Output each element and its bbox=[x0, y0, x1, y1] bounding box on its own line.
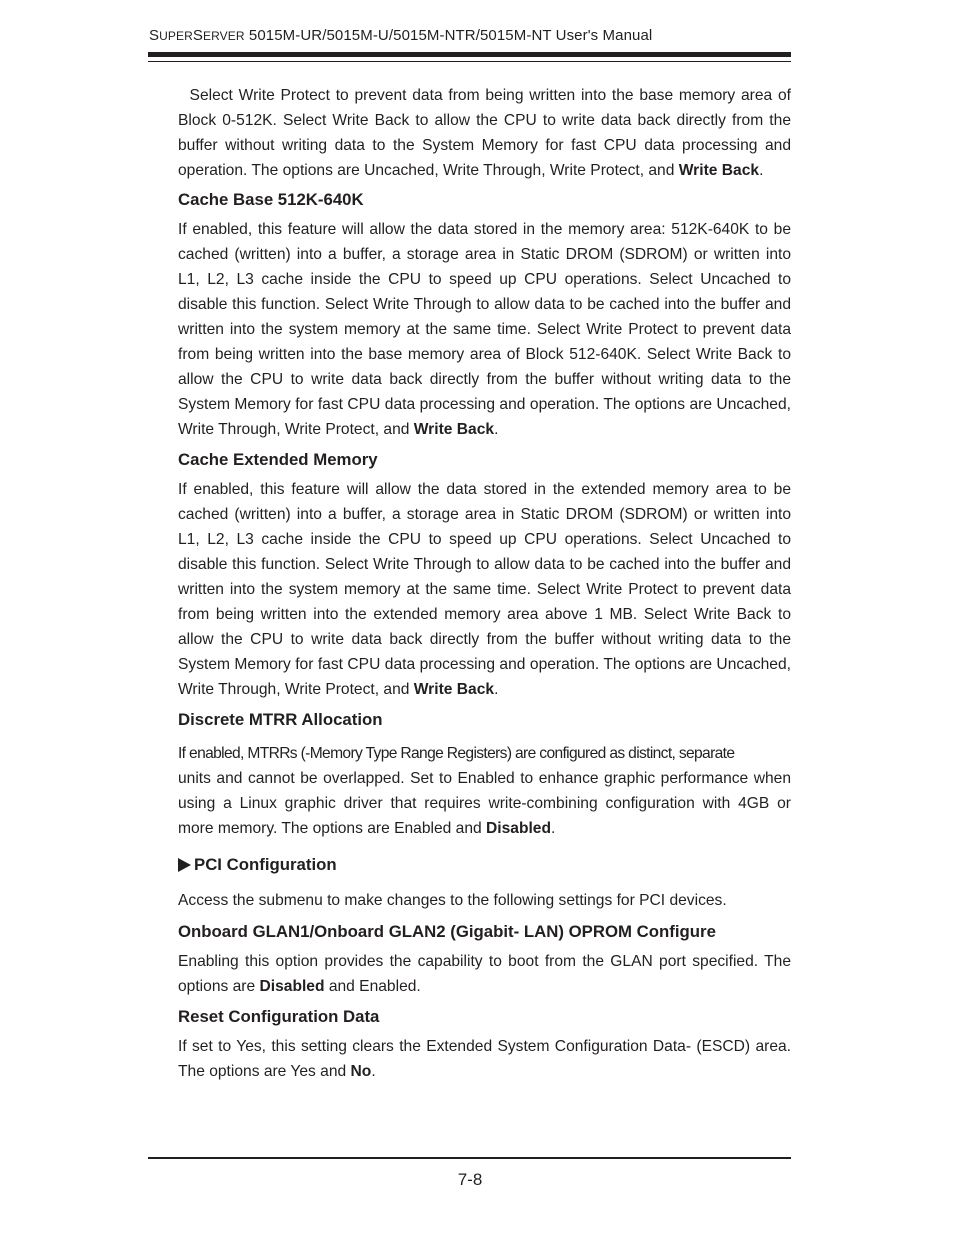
section-heading-glan-oprom: Onboard GLAN1/Onboard GLAN2 (Gigabit- LAN) OPROM Configure bbox=[178, 922, 716, 941]
page-content bbox=[178, 83, 791, 1091]
submenu-arrow-icon bbox=[178, 858, 191, 872]
intro-text: Select Write Protect to prevent data from being written into the base memory area of Block 0-512K. Select Write Back to allow the CPU to write data back directly from the buffer without writing data to the System Memory for fast CPU data processing and operation. The options are Uncached, Write Through, Write Protect, and bbox=[178, 87, 791, 179]
section-text: If enabled, this feature will allow the data stored in the extended memory area to be cached (written) into a buffer, a storage area in Static DROM (SDROM) or written into L1, L2, L3 cache inside the CPU to speed up CPU operations. Select Uncached to disable this function. Select Write Through to allow data to be cached into the buffer and written into the system memory at the same time. Select Write Protect to prevent data from being written into the extended memory area above 1 MB. Select Write Back to allow the CPU to write data back directly from the buffer without writing data to the System Memory for fast CPU data processing and operation. The options are Uncached, Write Through, Write Protect, and bbox=[178, 481, 791, 698]
section-end: . bbox=[494, 681, 499, 698]
default-option: Disabled bbox=[486, 820, 551, 837]
header-rule-thin bbox=[148, 61, 791, 62]
default-option: Write Back bbox=[413, 681, 495, 698]
header-prefix-2-smallcaps: ERVER bbox=[202, 29, 245, 43]
section-end: . bbox=[494, 421, 499, 438]
section-text: If enabled, this feature will allow the data stored in the memory area: 512K-640K to be cached (written) into a buffer, a storage area in Static DROM (SDROM) or written into L1, L2, L3 cache inside the CPU to speed up CPU operations. Select Uncached to disable this function. Select Write Through to allow data to be cached into the buffer and written into the system memory at the same time. Select Write Protect to prevent data from being written into the base memory area of Block 512-640K. Select Write Back to allow the CPU to write data back directly from the buffer without writing data to the System Memory for fast CPU data processing and operation. The options are Uncached, Write Through, Write Protect, and bbox=[178, 221, 791, 438]
section-heading-reset-config: Reset Configuration Data bbox=[178, 1007, 380, 1026]
header-prefix-1: S bbox=[149, 27, 160, 44]
section-heading-cache-extended: Cache Extended Memory bbox=[178, 450, 378, 469]
section-text: Enabling this option provides the capability to boot from the GLAN port specified. The options are bbox=[178, 953, 791, 995]
running-header bbox=[149, 27, 652, 44]
section-body-cache-base bbox=[178, 217, 791, 442]
header-title-rest: 5015M-UR/5015M-U/5015M-NTR/5015M-NT User's Manual bbox=[244, 27, 653, 44]
section-body-discrete-mtrr bbox=[178, 741, 791, 841]
pci-heading-label: PCI Configuration bbox=[194, 855, 337, 874]
default-option: Disabled bbox=[259, 978, 325, 995]
pci-configuration-body: Access the submenu to make changes to the following settings for PCI devices. bbox=[178, 892, 727, 909]
footer-rule bbox=[148, 1157, 791, 1159]
page-number: 7-8 bbox=[457, 1170, 483, 1189]
section-end: and Enabled. bbox=[324, 978, 421, 995]
section-body-cache-extended bbox=[178, 477, 791, 702]
default-option: No bbox=[350, 1063, 372, 1080]
intro-default-option: Write Back bbox=[678, 162, 760, 179]
header-rule-thick bbox=[148, 52, 791, 57]
intro-end: . bbox=[759, 162, 764, 179]
section-body-reset-config bbox=[178, 1034, 791, 1084]
section-end: . bbox=[371, 1063, 376, 1080]
pci-configuration-heading bbox=[178, 854, 791, 876]
section-text-tight-line: If enabled, MTRRs (-Memory Type Range Registers) are configured as distinct, separate bbox=[178, 745, 735, 762]
header-prefix-1-smallcaps: UPER bbox=[159, 29, 193, 43]
section-heading-cache-base: Cache Base 512K-640K bbox=[178, 190, 364, 209]
intro-paragraph bbox=[178, 83, 791, 183]
section-heading-discrete-mtrr: Discrete MTRR Allocation bbox=[178, 710, 383, 729]
section-end: . bbox=[551, 820, 556, 837]
section-text: If set to Yes, this setting clears the Extended System Configuration Data- (ESCD) area. The options are Yes and bbox=[178, 1038, 791, 1080]
section-body-glan-oprom bbox=[178, 949, 791, 999]
header-prefix-2: S bbox=[192, 27, 203, 44]
section-text: units and cannot be overlapped. Set to Enabled to enhance graphic performance when using a Linux graphic driver that requires write-combining configuration with 4GB or more memory. The options are Enabled and bbox=[178, 770, 791, 837]
default-option: Write Back bbox=[413, 421, 495, 438]
